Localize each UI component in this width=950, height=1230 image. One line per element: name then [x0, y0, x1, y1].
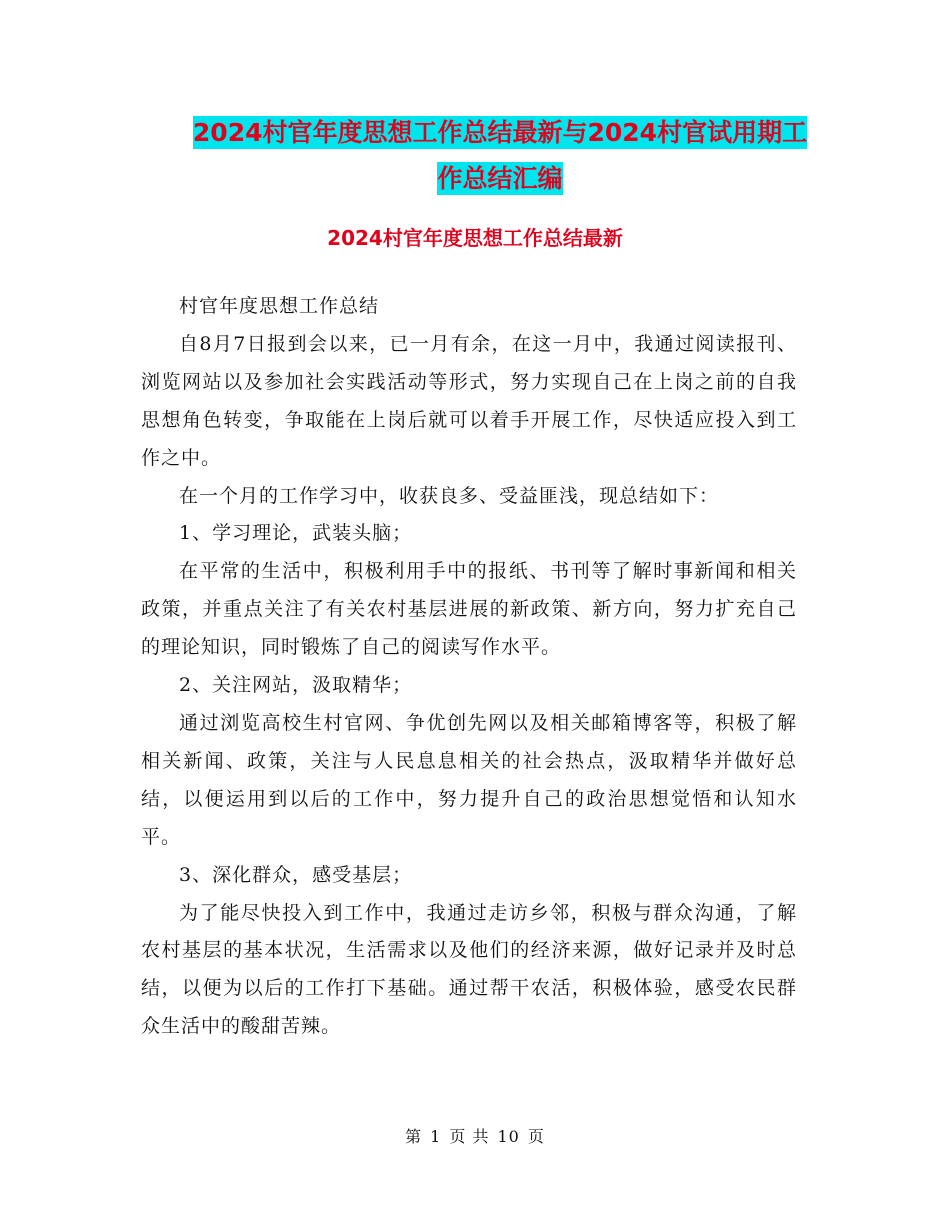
- page-footer: [0, 1124, 950, 1147]
- document-title-line2: 作总结汇编: [437, 164, 563, 193]
- footer-page-number: 1: [430, 1127, 442, 1146]
- list-heading: 2、关注网站，汲取精华；: [179, 674, 413, 697]
- paragraph: 在一个月的工作学习中，收获良多、受益匪浅，现总结如下：: [179, 484, 720, 507]
- document-title-line1: 2024村官年度思想工作总结最新与2024村官试用期工: [192, 118, 808, 147]
- footer-total-pages: 10: [497, 1127, 520, 1146]
- paragraph: 为了能尽快投入到工作中，我通过走访乡邻，积极与群众沟通，了解农村基层的基本状况，生活需求以及他们的经济来源，做好记录并及时总结，以便为以后的工作打下基础。通过帮干农活，积极体验，感受农民群众生活中的酸甜苦辣。: [141, 901, 797, 1038]
- section-title: 2024村官年度思想工作总结最新: [327, 226, 623, 250]
- paragraph: 自8月7日报到会以来，已一月有余，在这一月中，我通过阅读报刊、浏览网站以及参加社会实践活动等形式，努力实现自己在上岗之前的自我思想角色转变，争取能在上岗后就可以着手开展工作，尽快适应投入到工作之中。: [141, 332, 797, 469]
- document-body: [141, 288, 797, 1046]
- list-heading: 1、学习理论，武装头脑；: [179, 522, 413, 545]
- footer-prefix: 第: [405, 1127, 423, 1146]
- list-heading: 3、深化群众，感受基层；: [179, 863, 413, 886]
- document-title: [140, 110, 860, 202]
- paragraph: 通过浏览高校生村官网、争优创先网以及相关邮箱博客等，积极了解相关新闻、政策，关注与人民息息相关的社会热点，汲取精华并做好总结，以便运用到以后的工作中，努力提升自己的政治思想觉悟和认知水平。: [141, 711, 797, 848]
- paragraph: 在平常的生活中，积极利用手中的报纸、书刊等了解时事新闻和相关政策，并重点关注了有关农村基层进展的新政策、新方向，努力扩充自己的理论知识，同时锻炼了自己的阅读写作水平。: [141, 560, 797, 659]
- paragraph: 村官年度思想工作总结: [179, 295, 380, 317]
- footer-middle: 页 共: [449, 1127, 490, 1146]
- footer-suffix: 页: [527, 1127, 545, 1146]
